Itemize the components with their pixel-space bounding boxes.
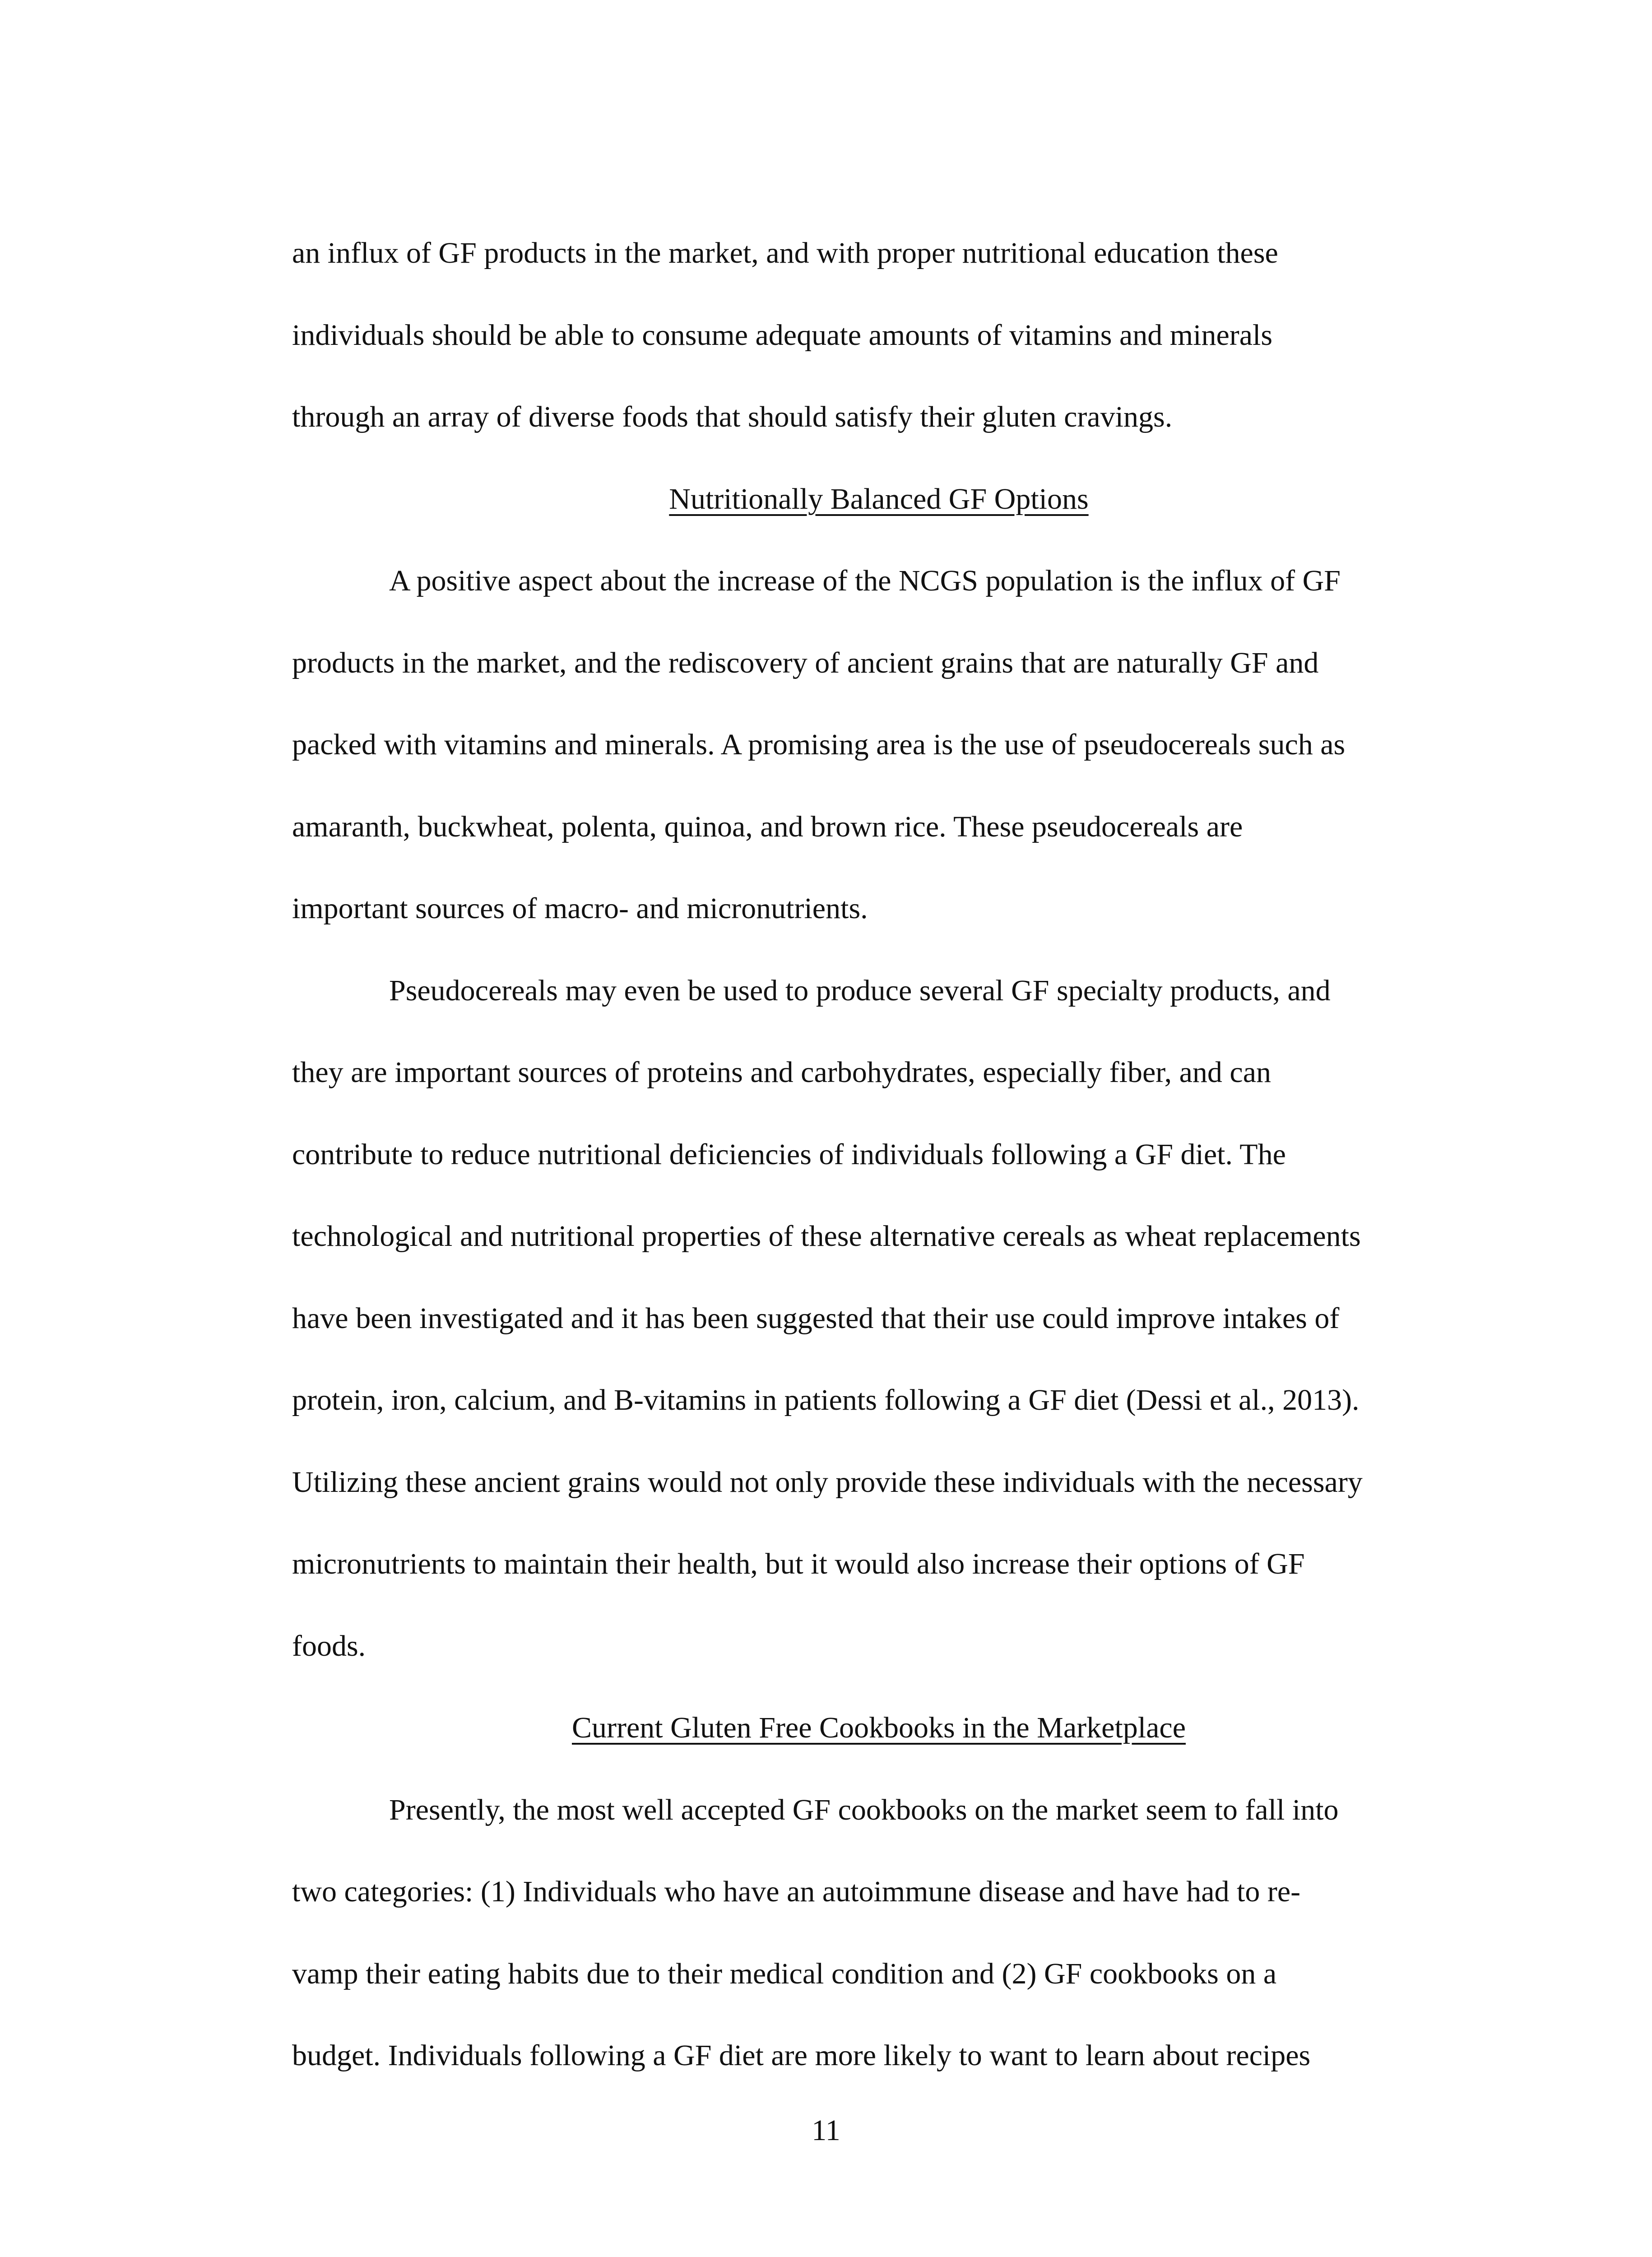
text-line: A positive aspect about the increase of the NCGS population is the influx of GF [389,564,1341,597]
text-line: foods. [292,1629,366,1663]
section-heading-cookbooks [292,1687,1466,1769]
text-line: Pseudocereals may even be used to produce several GF specialty products, and [389,974,1331,1007]
text-line: an influx of GF products in the market, and with proper nutritional education these [292,237,1278,269]
text-line: have been investigated and it has been suggested that their use could improve intakes of [292,1301,1340,1335]
section-heading-balanced-gf [292,458,1466,540]
text-line: Utilizing these ancient grains would not only provide these individuals with the necessary [292,1465,1363,1499]
text-line: two categories: (1) Individuals who have an autoimmune disease and have had to re- [292,1875,1301,1908]
text-line: micronutrients to maintain their health, but it would also increase their options of GF [292,1547,1305,1580]
text-line: packed with vitamins and minerals. A promising area is the use of pseudocereals such as [292,728,1346,761]
text-line: vamp their eating habits due to their medical condition and (2) GF cookbooks on a [292,1957,1277,1990]
section-heading-text: Current Gluten Free Cookbooks in the Marketplace [572,1711,1186,1744]
text-line: important sources of macro- and micronutrients. [292,892,868,925]
text-line: through an array of diverse foods that should satisfy their gluten cravings. [292,400,1173,433]
text-line: individuals should be able to consume adequate amounts of vitamins and minerals [292,318,1273,352]
text-line: they are important sources of proteins and carbohydrates, especially fiber, and can [292,1056,1271,1089]
text-line: amaranth, buckwheat, polenta, quinoa, and brown rice. These pseudocereals are [292,810,1243,843]
text-line: Presently, the most well accepted GF cookbooks on the market seem to fall into [389,1793,1339,1826]
text-line: contribute to reduce nutritional deficiencies of individuals following a GF diet. The [292,1138,1286,1171]
section-heading-text: Nutritionally Balanced GF Options [669,482,1089,515]
text-line: protein, iron, calcium, and B-vitamins in patients following a GF diet (Dessi et al., 2013). [292,1384,1360,1416]
body-text [292,212,1466,2097]
text-line: products in the market, and the rediscovery of ancient grains that are naturally GF and [292,646,1319,679]
page-number: 11 [812,2114,840,2147]
text-line: budget. Individuals following a GF diet are more likely to want to learn about recipes [292,2039,1311,2072]
text-line: technological and nutritional properties of these alternative cereals as wheat replacements [292,1220,1361,1253]
